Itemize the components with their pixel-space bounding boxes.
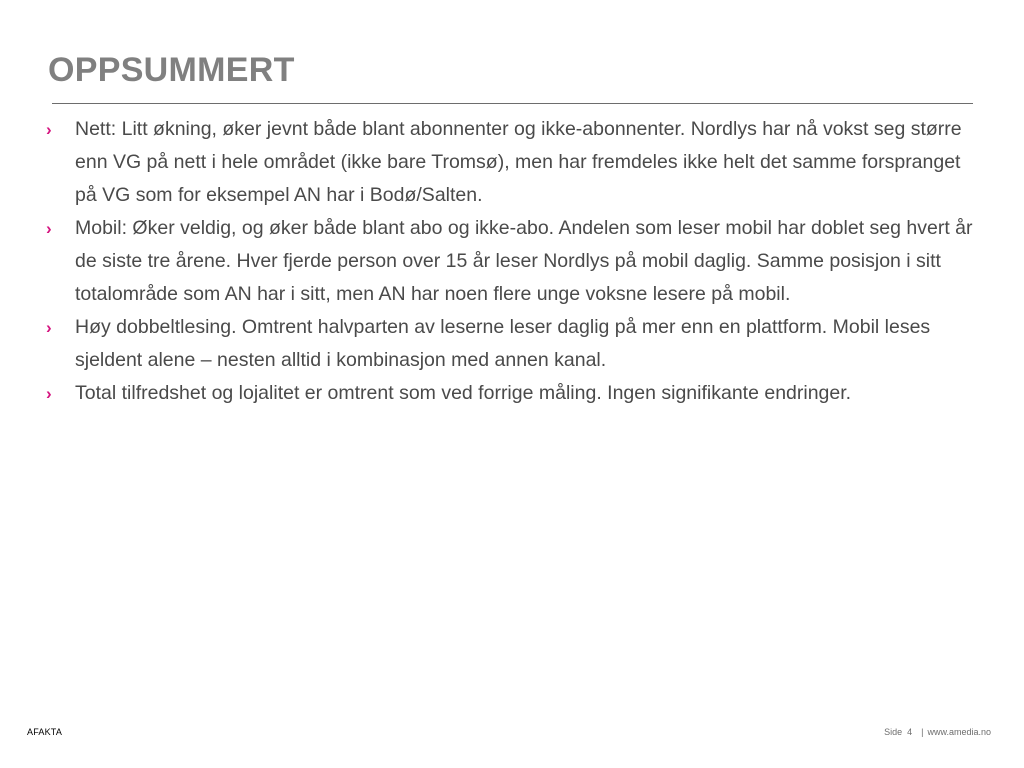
bullet-item: [46, 311, 976, 377]
bullet-item: [46, 377, 976, 410]
bullet-item: [46, 212, 976, 311]
footer-separator: |: [921, 727, 924, 737]
bullet-item: [46, 113, 976, 212]
footer-brand: AFAKTA: [27, 727, 63, 737]
bullet-text: Total tilfredshet og lojalitet er omtrent som ved forrige måling. Ingen signifikante endringer.: [75, 382, 852, 404]
chevron-right-icon: ›: [46, 120, 52, 139]
page-label: Side: [884, 727, 903, 737]
bullet-text: Mobil: Øker veldig, og øker både blant abo og ikke-abo. Andelen som leser mobil har doblet seg hvert år de siste tre årene. Hver fjerde person over 15 år leser Nordlys på mobil daglig. Samme posisjon i sitt totalområde som AN har i sitt, men AN har noen flere unge voksne lesere på mobil.: [75, 217, 973, 305]
chevron-right-icon: ›: [46, 384, 52, 403]
footer-page-info: [884, 727, 991, 737]
footer-website-link[interactable]: www.amedia.no: [927, 727, 991, 737]
page-number: 4: [907, 727, 913, 737]
bullet-text: Nett: Litt økning, øker jevnt både blant abonnenter og ikke-abonnenter. Nordlys har nå vokst seg større enn VG på nett i hele området (ikke bare Tromsø), men har fremdeles ikke helt det samme forspranget på VG som for eksempel AN har i Bodø/Salten.: [75, 118, 962, 206]
slide-title: OPPSUMMERT: [48, 51, 295, 89]
chevron-right-icon: ›: [46, 219, 52, 238]
chevron-right-icon: ›: [46, 318, 52, 337]
bullet-list: [46, 113, 976, 410]
title-divider: [52, 103, 973, 104]
bullet-text: Høy dobbeltlesing. Omtrent halvparten av leserne leser daglig på mer enn en plattform. Mobil leses sjeldent alene – nesten alltid i kombinasjon med annen kanal.: [75, 316, 931, 371]
